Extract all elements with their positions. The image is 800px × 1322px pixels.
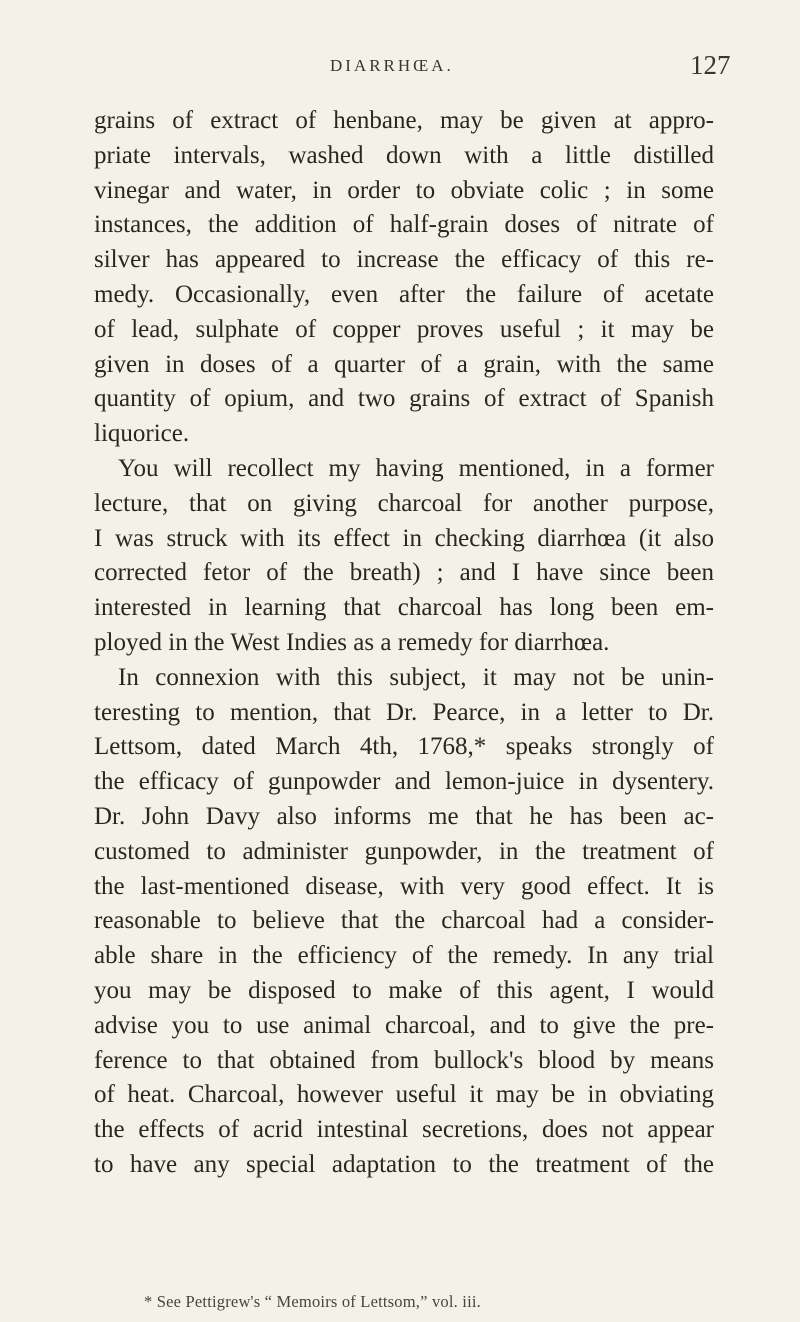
text-line: liquorice. bbox=[94, 420, 190, 448]
text-line: teresting to mention, that Dr. Pearce, in a letter to Dr. bbox=[94, 698, 714, 726]
text-line: of lead, sulphate of copper proves useful ; it may be bbox=[94, 315, 714, 343]
text-line: able share in the efficiency of the remedy. In any trial bbox=[94, 942, 714, 970]
text-line: quantity of opium, and two grains of extract of Spanish bbox=[94, 385, 714, 413]
text-line: given in doses of a quarter of a grain, with the same bbox=[94, 350, 714, 378]
text-line: vinegar and water, in order to obviate colic ; in some bbox=[94, 176, 714, 204]
text-line: instances, the addition of half-grain doses of nitrate of bbox=[94, 211, 714, 239]
page-number: 127 bbox=[690, 50, 731, 80]
text-line: silver has appeared to increase the efficacy of this re- bbox=[94, 246, 714, 274]
text-line: In connexion with this subject, it may not be unin- bbox=[118, 663, 714, 691]
footnote: * See Pettigrew's “ Memoirs of Lettsom,” vol. iii. bbox=[144, 1292, 481, 1311]
text-line: corrected fetor of the breath) ; and I have since been bbox=[94, 559, 714, 587]
text-line: medy. Occasionally, even after the failure of acetate bbox=[94, 280, 714, 308]
paragraph-1 bbox=[94, 104, 714, 452]
text-line: grains of extract of henbane, may be given at appro- bbox=[94, 107, 714, 134]
text-line: the effects of acrid intestinal secretions, does not appear bbox=[94, 1116, 714, 1144]
text-line: I was struck with its effect in checking diarrhœa (it also bbox=[94, 524, 714, 552]
text-line: Dr. John Davy also informs me that he has been ac- bbox=[94, 802, 714, 830]
paragraph-2 bbox=[94, 452, 714, 661]
text-line: interested in learning that charcoal has long been em- bbox=[94, 594, 714, 622]
text-line: priate intervals, washed down with a little distilled bbox=[94, 141, 714, 169]
text-line: the efficacy of gunpowder and lemon-juice in dysentery. bbox=[94, 768, 714, 796]
text-line: Lettsom, dated March 4th, 1768,* speaks strongly of bbox=[94, 733, 714, 761]
text-line: reasonable to believe that the charcoal had a consider- bbox=[94, 907, 714, 935]
text-line: customed to administer gunpowder, in the treatment of bbox=[94, 837, 714, 865]
text-line: ference to that obtained from bullock's blood by means bbox=[94, 1046, 714, 1074]
text-line: of heat. Charcoal, however useful it may be in obviating bbox=[94, 1081, 714, 1109]
text-line: ployed in the West Indies as a remedy for diarrhœa. bbox=[94, 628, 610, 656]
text-line: the last-mentioned disease, with very good effect. It is bbox=[94, 872, 714, 900]
text-line: You will recollect my having mentioned, in a former bbox=[118, 454, 714, 482]
running-head bbox=[0, 50, 800, 90]
text-line: lecture, that on giving charcoal for another purpose, bbox=[94, 489, 714, 517]
body-text bbox=[94, 104, 714, 1183]
paragraph-3 bbox=[94, 661, 714, 1183]
chapter-title: DIARRHŒA. bbox=[330, 56, 454, 75]
text-line: you may be disposed to make of this agent, I would bbox=[94, 976, 714, 1004]
text-line: advise you to use animal charcoal, and to give the pre- bbox=[94, 1011, 714, 1039]
text-line: to have any special adaptation to the treatment of the bbox=[94, 1150, 714, 1178]
